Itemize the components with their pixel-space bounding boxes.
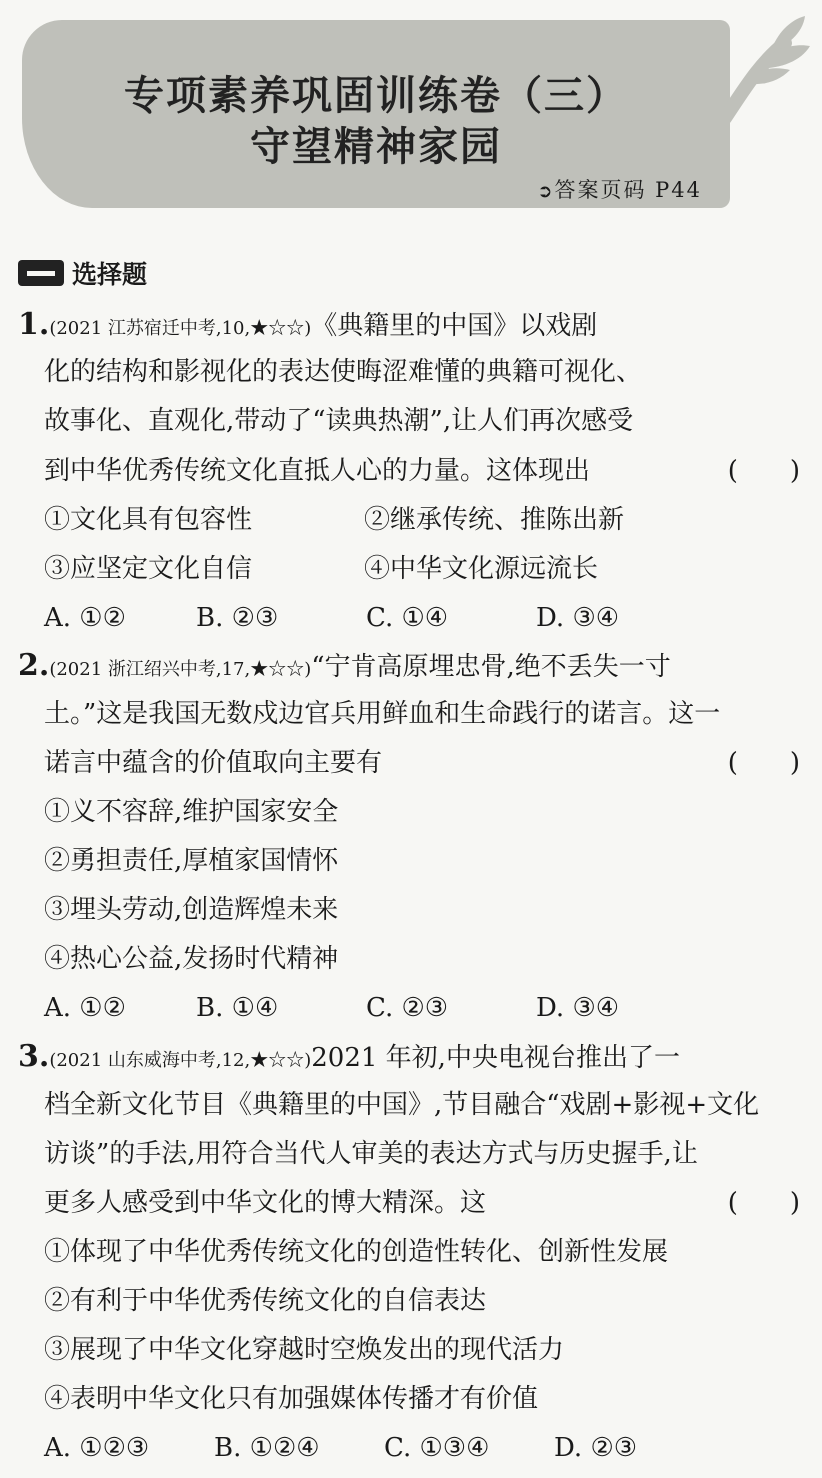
option-item: ①体现了中华优秀传统文化的创造性转化、创新性发展 (44, 1237, 669, 1267)
choice-b: B. ①②④ (214, 1433, 320, 1463)
option-item: ③展现了中华文化穿越时空焕发出的现代活力 (44, 1335, 565, 1365)
choices-row (44, 598, 800, 638)
choice-a: A. ①② (44, 993, 126, 1023)
option-item: ④热心公益,发扬时代精神 (44, 944, 339, 974)
question-3-line-1 (18, 1037, 800, 1077)
question-number: 2. (18, 648, 50, 683)
question-source: (2021 浙江绍兴中考,17,★☆☆) (49, 659, 312, 680)
option-item: ①义不容辞,维护国家安全 (44, 797, 339, 827)
question-number: 1. (18, 307, 50, 342)
option-item: ④中华文化源远流长 (364, 554, 599, 584)
question-source: (2021 江苏宿迁中考,10,★☆☆) (49, 318, 312, 339)
section-number-icon (18, 260, 64, 286)
choice-d: D. ③④ (536, 603, 620, 633)
option-item: ①文化具有包容性 (44, 505, 253, 535)
page-subtitle: 守望精神家园 (250, 124, 502, 170)
choice-c: C. ①③④ (384, 1433, 490, 1463)
question-2-line-2: 土。”这是我国无数戍边官兵用鲜血和生命践行的诺言。这一 (44, 699, 721, 729)
question-text: “宁肯高原埋忠骨,绝不丢失一寸 (311, 652, 671, 682)
branch-leaf-icon (715, 8, 815, 128)
question-text: 《典籍里的中国》以戏剧 (311, 311, 598, 341)
answer-ref-text: 答案页码 P44 (554, 178, 702, 202)
choices-row (44, 1428, 800, 1468)
question-text: 2021 年初,中央电视台推出了一 (311, 1043, 680, 1073)
option-item: ④表明中华文化只有加强媒体传播才有价值 (44, 1384, 539, 1414)
section-heading (18, 255, 147, 291)
question-2-line-1 (18, 646, 800, 686)
question-text: 更多人感受到中华文化的博大精深。这 (44, 1188, 487, 1218)
answer-blank: ( ) (727, 748, 800, 778)
question-3-line-3: 访谈”的手法,用符合当代人审美的表达方式与历史握手,让 (44, 1139, 698, 1169)
question-1-line-1 (18, 305, 800, 345)
question-1-line-2: 化的结构和影视化的表达使晦涩难懂的典籍可视化、 (44, 357, 643, 387)
choice-b: B. ①④ (196, 993, 279, 1023)
answer-blank: ( ) (727, 1188, 800, 1218)
question-1-line-4 (44, 451, 800, 491)
question-2-line-3 (44, 743, 800, 783)
question-1-line-3: 故事化、直观化,带动了“读典热潮”,让人们再次感受 (44, 406, 634, 436)
question-text: 诺言中蕴含的价值取向主要有 (44, 748, 383, 778)
option-item: ②勇担责任,厚植家国情怀 (44, 846, 339, 876)
arrow-right-icon: ➲ (537, 181, 555, 202)
choice-b: B. ②③ (196, 603, 279, 633)
answer-page-ref (537, 174, 702, 204)
page-title: 专项素养巩固训练卷（三） (124, 73, 628, 119)
question-source: (2021 山东威海中考,12,★☆☆) (49, 1050, 312, 1071)
question-3-line-4 (44, 1183, 800, 1223)
choices-row (44, 988, 800, 1028)
choice-c: C. ①④ (366, 603, 449, 633)
question-text: 到中华优秀传统文化直抵人心的力量。这体现出 (44, 456, 591, 486)
option-item: ②有利于中华优秀传统文化的自信表达 (44, 1286, 487, 1316)
options-row (44, 500, 800, 540)
option-item: ③应坚定文化自信 (44, 554, 253, 584)
option-item: ②继承传统、推陈出新 (364, 505, 625, 535)
options-row (44, 549, 800, 589)
choice-c: C. ②③ (366, 993, 449, 1023)
choice-d: D. ②③ (554, 1433, 638, 1463)
choice-a: A. ①② (44, 603, 126, 633)
section-title: 选择题 (72, 260, 148, 289)
choice-d: D. ③④ (536, 993, 620, 1023)
choice-a: A. ①②③ (44, 1433, 150, 1463)
question-number: 3. (18, 1039, 50, 1074)
answer-blank: ( ) (727, 456, 800, 486)
question-3-line-2: 档全新文化节目《典籍里的中国》,节目融合“戏剧+影视+文化 (44, 1090, 760, 1120)
option-item: ③埋头劳动,创造辉煌未来 (44, 895, 339, 925)
